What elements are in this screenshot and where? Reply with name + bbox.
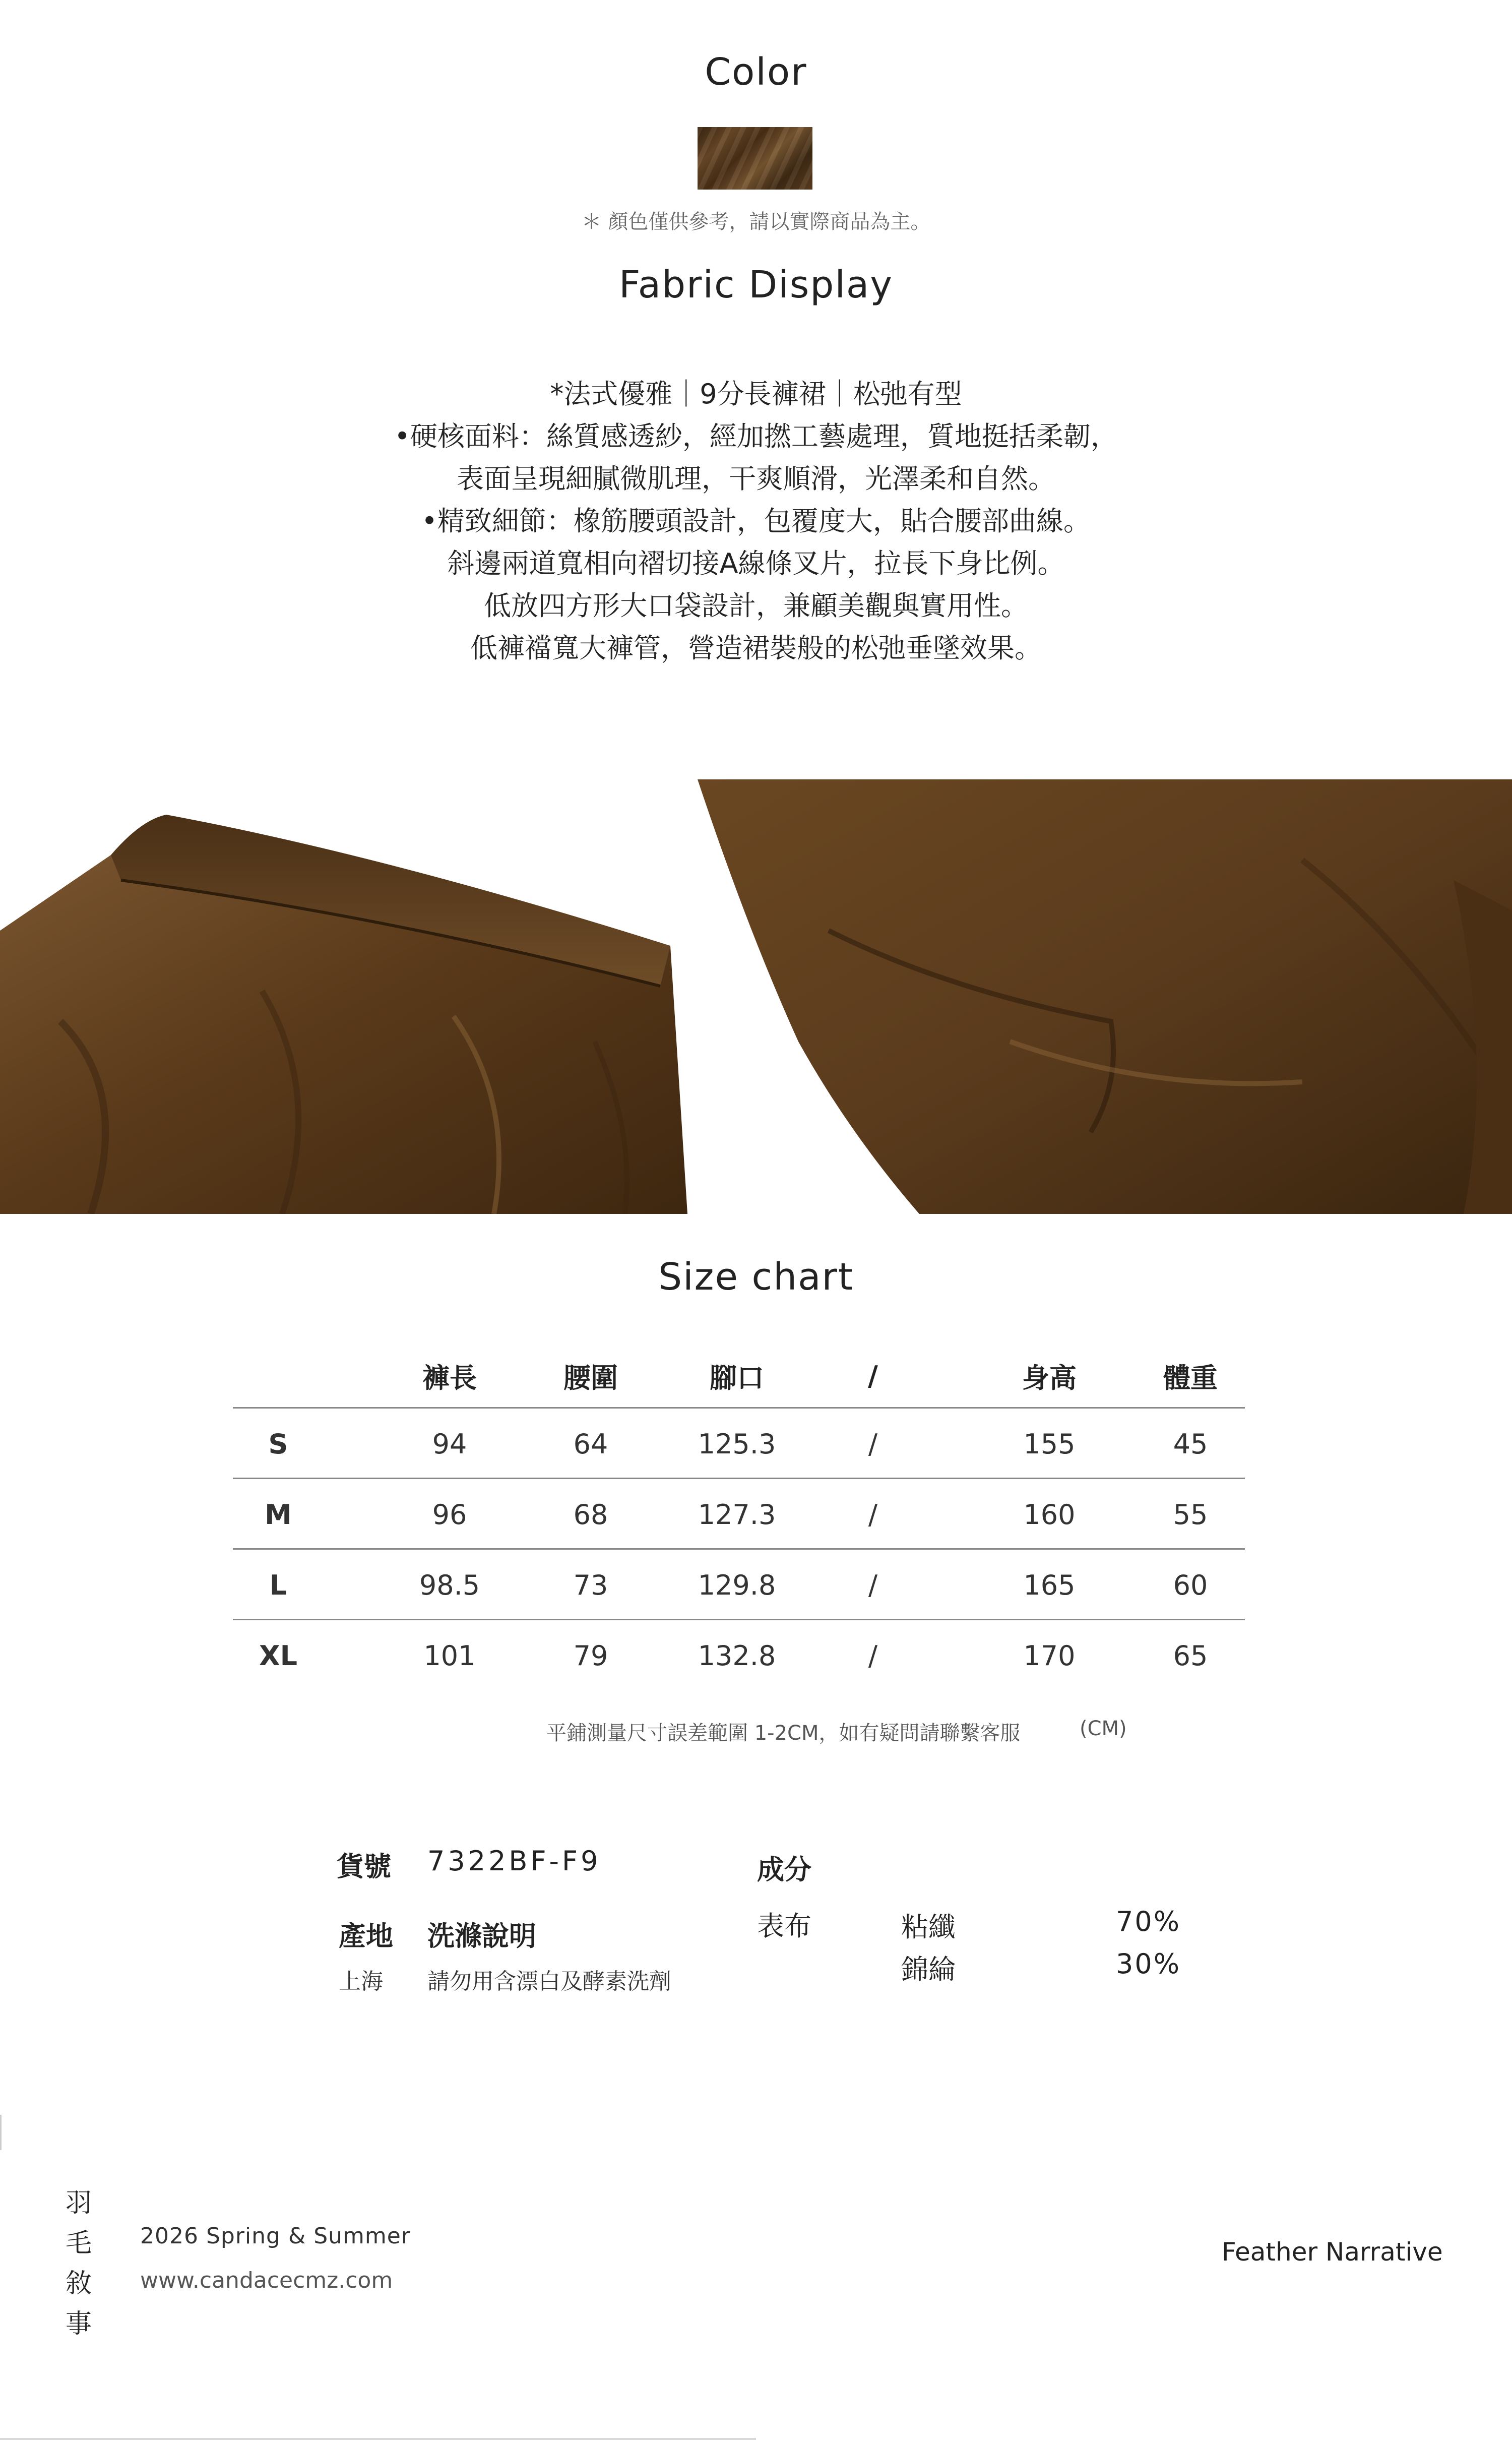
description-line: 斜邊兩道寬相向褶切接A線條叉片，拉長下身比例。 bbox=[447, 547, 1065, 579]
table-cell: 55 bbox=[1173, 1498, 1208, 1531]
waistband-detail-photo bbox=[0, 779, 687, 1214]
brand-char: 敘 bbox=[65, 2269, 92, 2299]
table-cell: 98.5 bbox=[419, 1569, 480, 1601]
table-cell: 79 bbox=[573, 1639, 608, 1672]
brand-char: 毛 bbox=[65, 2228, 92, 2259]
table-cell: / bbox=[868, 1639, 878, 1672]
description-line: •硬核面料：絲質感透紗，經加撚工藝處理，質地挺括柔韌， bbox=[394, 420, 1118, 452]
table-cell: 64 bbox=[573, 1428, 608, 1460]
header-cell: 身高 bbox=[1022, 1362, 1077, 1394]
product-code-label: 貨號 bbox=[337, 1851, 391, 1882]
header-cell: / bbox=[868, 1360, 878, 1392]
size-label-cell: M bbox=[265, 1498, 292, 1531]
size-table bbox=[233, 1343, 1245, 1691]
table-cell: 125.3 bbox=[698, 1428, 776, 1460]
brand-char: 事 bbox=[65, 2309, 92, 2339]
brand-char: 羽 bbox=[65, 2188, 92, 2218]
table-cell: 132.8 bbox=[698, 1639, 776, 1672]
table-cell: 170 bbox=[1023, 1639, 1076, 1672]
table-cell: 165 bbox=[1023, 1569, 1076, 1601]
origin-label: 產地 bbox=[339, 1920, 393, 1952]
color-disclaimer: ＊ 顏色僅供參考，請以實際商品為主。 bbox=[581, 210, 931, 233]
table-cell: 160 bbox=[1023, 1498, 1076, 1531]
table-cell: 60 bbox=[1173, 1569, 1208, 1601]
wash-instructions-value: 請勿用含漂白及酵素洗劑 bbox=[427, 1969, 671, 1994]
material-percent: 30% bbox=[1116, 1948, 1181, 1980]
material-name: 粘纖 bbox=[901, 1911, 956, 1943]
table-cell: 101 bbox=[423, 1639, 476, 1672]
size-label-cell: S bbox=[268, 1428, 288, 1460]
table-cell: / bbox=[868, 1498, 878, 1531]
material-name: 錦綸 bbox=[901, 1954, 956, 1985]
color-section-title: Color bbox=[705, 50, 807, 94]
brand-name-english: Feather Narrative bbox=[1222, 2237, 1443, 2267]
bottom-rule bbox=[0, 2438, 756, 2440]
table-cell: 65 bbox=[1173, 1639, 1208, 1672]
footer-divider bbox=[0, 2115, 2, 2150]
header-cell bbox=[233, 1343, 324, 1409]
header-cell: 腳口 bbox=[710, 1362, 764, 1394]
table-cell: 129.8 bbox=[698, 1569, 776, 1601]
size-label-cell: XL bbox=[259, 1639, 298, 1672]
header-cell: 體重 bbox=[1163, 1362, 1218, 1394]
material-percent: 70% bbox=[1116, 1906, 1181, 1937]
website-link[interactable]: www.candacecmz.com bbox=[140, 2268, 393, 2293]
table-cell: 68 bbox=[573, 1498, 608, 1531]
table-header-row bbox=[233, 1343, 1245, 1409]
description-line: 低褲襠寬大褲管，營造裙裝般的松弛垂墜效果。 bbox=[470, 632, 1042, 664]
header-cell: 褲長 bbox=[422, 1362, 477, 1394]
table-cell: 96 bbox=[432, 1498, 467, 1531]
description-line: 表面呈現細膩微肌理，干爽順滑，光澤柔和自然。 bbox=[457, 463, 1055, 495]
table-row bbox=[233, 1479, 1245, 1550]
origin-value: 上海 bbox=[339, 1969, 383, 1994]
brand-name-chinese bbox=[64, 2183, 94, 2344]
table-cell: / bbox=[868, 1569, 878, 1601]
table-row bbox=[233, 1620, 1245, 1691]
table-cell: 155 bbox=[1023, 1428, 1076, 1460]
fabric-description bbox=[0, 373, 1512, 669]
description-line: •精致細節：橡筋腰頭設計，包覆度大，貼合腰部曲線。 bbox=[421, 505, 1091, 537]
table-cell: 127.3 bbox=[698, 1498, 776, 1531]
unit-label: (CM) bbox=[1080, 1717, 1127, 1740]
description-line: 低放四方形大口袋設計，兼顧美觀與實用性。 bbox=[484, 590, 1028, 622]
table-row bbox=[233, 1550, 1245, 1620]
table-cell: / bbox=[868, 1428, 878, 1460]
wash-instructions-label: 洗滌說明 bbox=[427, 1920, 536, 1952]
composition-label: 成分 bbox=[757, 1854, 811, 1885]
season-label: 2026 Spring & Summer bbox=[140, 2223, 411, 2249]
table-row bbox=[233, 1409, 1245, 1479]
header-cell: 腰圍 bbox=[563, 1362, 618, 1394]
table-cell: 45 bbox=[1173, 1428, 1208, 1460]
size-label-cell: L bbox=[269, 1569, 287, 1601]
fabric-label: 表布 bbox=[757, 1910, 811, 1942]
table-cell: 94 bbox=[432, 1428, 467, 1460]
measurement-note: 平鋪測量尺寸誤差範圍 1-2CM，如有疑問請聯繫客服 bbox=[546, 1722, 1021, 1745]
size-chart-title: Size chart bbox=[658, 1255, 854, 1299]
hem-pocket-detail-photo bbox=[698, 779, 1512, 1214]
color-swatch bbox=[698, 127, 812, 190]
fabric-section-title: Fabric Display bbox=[618, 263, 894, 307]
product-code-value: 7322BF-F9 bbox=[427, 1845, 601, 1877]
description-line: *法式優雅｜9分長褲裙｜松弛有型 bbox=[550, 378, 962, 410]
table-cell: 73 bbox=[573, 1569, 608, 1601]
